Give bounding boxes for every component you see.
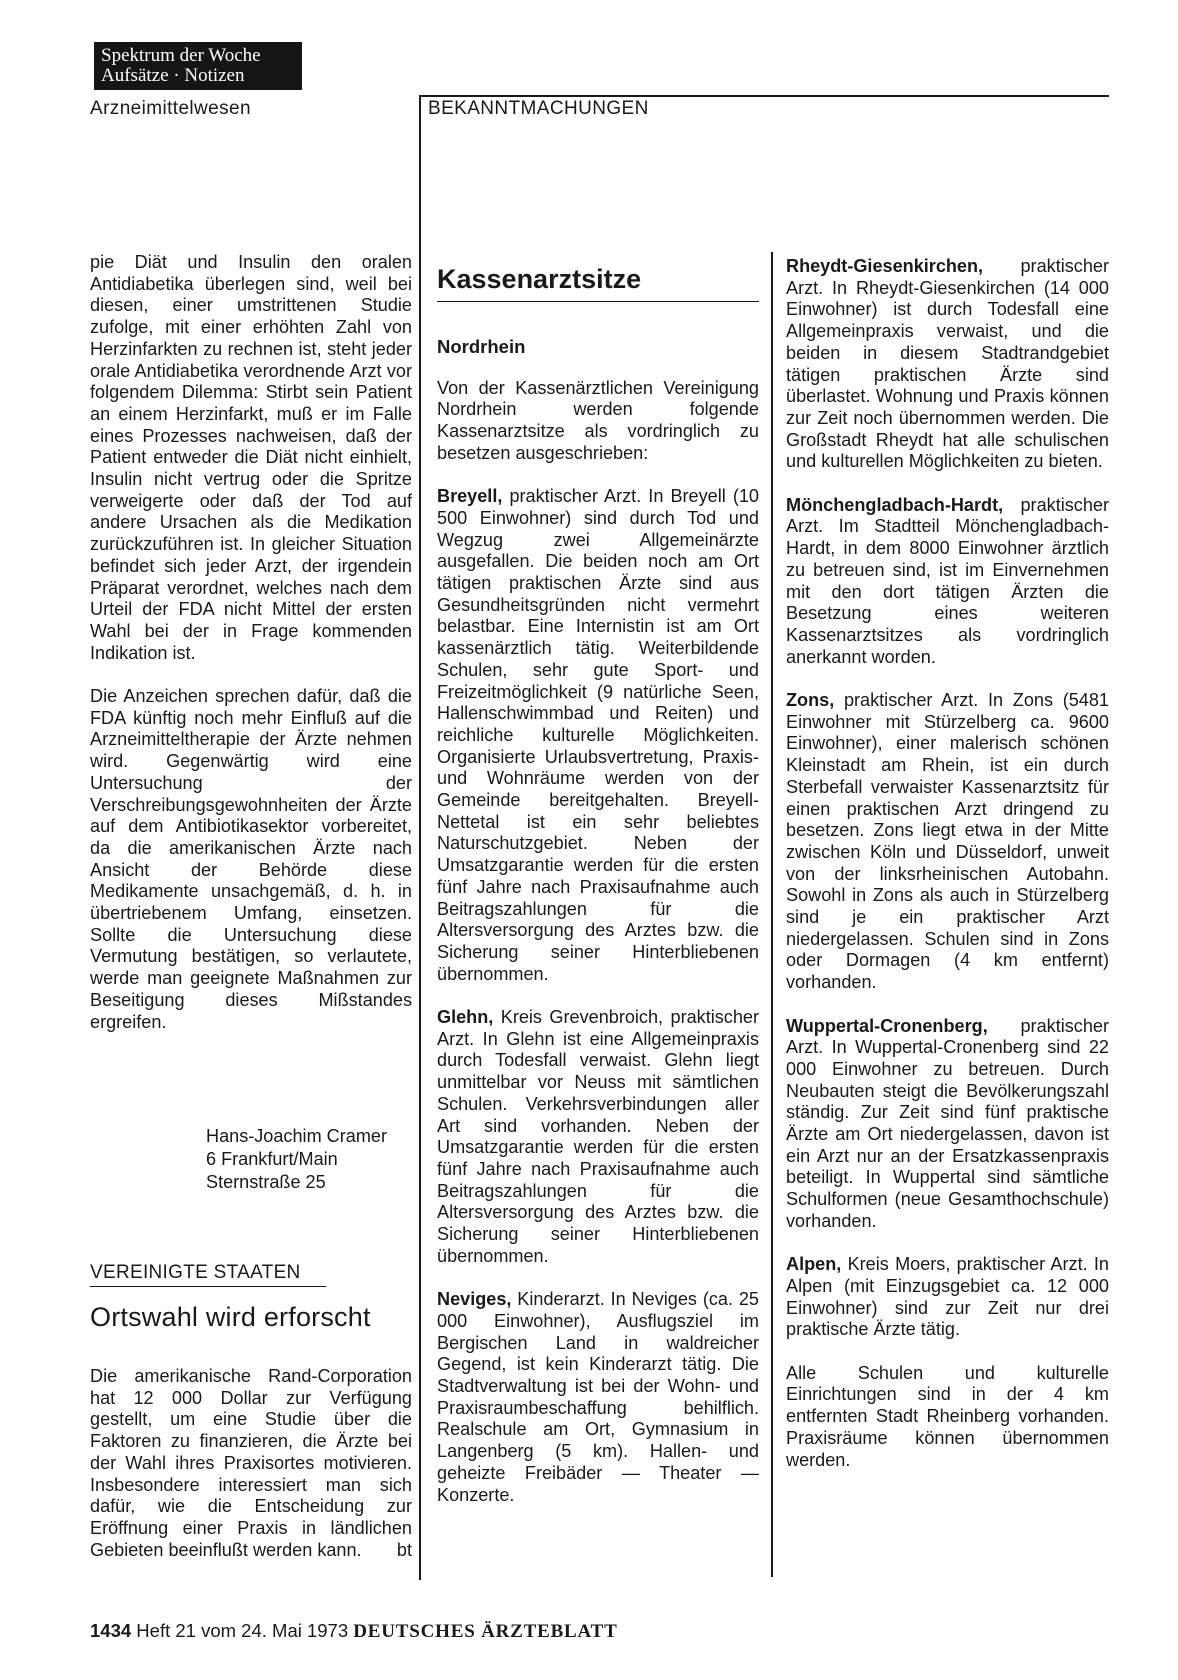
- issue-info: Heft 21 vom 24. Mai 1973: [136, 1620, 349, 1641]
- listing-rheydt-giesenkirchen: [786, 256, 1109, 473]
- listing-neviges: [437, 1289, 759, 1506]
- paragraph: Die Anzeichen sprechen dafür, daß die FDA künftig noch mehr Einfluß auf die Arzneimitteltherapie der Ärzte nehmen wird. Gegenwärtig wird eine Untersuchung der Verschreibungsgewohnheiten der Ärzte auf dem Antibiotikasektor vorbereitet, da die amerikanischen Ärzte nach Ansicht der Behörde diese Medikamente unsachgemäß, d. h. in übertriebenem Umfang, einsetzen. Sollte die Untersuchung diese Vermutung bestätigen, so verlautete, werde man geeignete Maßnahmen zur Beseitigung dieses Mißstandes ergreifen.: [90, 686, 412, 1032]
- region-heading: Nordrhein: [437, 336, 526, 357]
- listing-text: praktischer Arzt. In Zons (5481 Einwohner mit Stürzelberg ca. 9600 Einwohner), einer malerisch schönen Kleinstadt am Rhein, ist ein durch Sterbefall verwaister Kassenarztsitz für einen praktischen Arzt dringend zu besetzen. Zons liegt etwa in der Mitte zwischen Köln und Düsseldorf, unweit von der linksrheinischen Autobahn. Sowohl in Zons als auch in Stürzelberg sind je ein praktischer Arzt niedergelassen. Schulen sind in Zons oder Dormagen (4 km entfernt) vorhanden.: [786, 690, 1109, 993]
- us-section-label: VEREINIGTE STAATEN: [90, 1262, 301, 1283]
- listing-place: Mönchengladbach-Hardt,: [786, 494, 1004, 515]
- paragraph: [90, 1366, 412, 1561]
- series-badge: [94, 42, 302, 90]
- kassen-title-underline: [437, 301, 759, 302]
- author-initials: bt: [396, 1539, 412, 1560]
- us-article-body: [90, 1366, 412, 1561]
- listing-place: Alpen,: [786, 1254, 842, 1275]
- listing-place: Glehn,: [437, 1007, 494, 1028]
- intro-paragraph: Von der Kassenärztlichen Vereinigung Nordrhein werden folgende Kassenarztsitze als vordringlich zu besetzen ausgeschrieben:: [437, 377, 759, 463]
- listing-text: praktischer Arzt. In Rheydt-Giesenkirchen (14 000 Einwohner) ist durch Todesfall eine Allgemeinpraxis verwaist, und die beiden in diesem Stadtrandgebiet tätigen praktischen Ärzte sind überlastet. Wohnung und Praxis können zur Zeit noch übernommen werden. Die Großstadt Rheydt hat alle schulischen und kulturellen Möglichkeiten zu bieten.: [786, 256, 1109, 472]
- listing-text: Kreis Moers, praktischer Arzt. In Alpen (mit Einzugsgebiet ca. 12 000 Einwohner) sind zur Zeit nur drei praktische Ärzte tätig.: [786, 1254, 1109, 1340]
- kassen-title: Kassenarztsitze: [437, 264, 642, 294]
- listing-zons: [786, 690, 1109, 994]
- listing-wuppertal-cronenberg: [786, 1016, 1109, 1233]
- us-article-title: Ortswahl wird erforscht: [90, 1302, 371, 1332]
- listing-glehn: [437, 1007, 759, 1267]
- listing-alpen-continued: Alle Schulen und kulturelle Einrichtungen sind in der 4 km entfernten Stadt Rheinberg vorhanden. Praxisräume können übernommen werden.: [786, 1362, 1109, 1470]
- listing-place: Neviges,: [437, 1289, 512, 1310]
- listing-place: Wuppertal-Cronenberg,: [786, 1015, 988, 1036]
- listing-text: praktischer Arzt. In Wuppertal-Cronenberg sind 22 000 Einwohner zu betreuen. Durch Neubauten steigt die Bevölkerungszahl ständig. Zur Zeit sind fünf praktische Ärzte am Ort niedergelassen, davon ist ein Arzt nur an der Ersatzkassenpraxis beteiligt. In Wuppertal sind sämtliche Schulformen (neue Gesamthochschule) vorhanden.: [786, 1015, 1109, 1231]
- author-city: 6 Frankfurt/Main: [206, 1149, 338, 1169]
- author-name: Hans-Joachim Cramer: [206, 1126, 387, 1146]
- listing-place: Breyell,: [437, 486, 503, 507]
- listing-place: Rheydt-Giesenkirchen,: [786, 256, 984, 276]
- page-footer: [90, 1620, 618, 1643]
- column-divider-left: [419, 95, 421, 1580]
- listing-place: Zons,: [786, 690, 835, 711]
- series-title: Spektrum der Woche: [101, 45, 261, 66]
- column-divider-right: [771, 252, 773, 1577]
- header-rule: [419, 95, 1109, 97]
- listing-text: praktischer Arzt. Im Stadtteil Mönchengladbach-Hardt, in dem 8000 Einwohner ärztlich zu betreuen sind, ist im Einvernehmen mit den dort tätigen Ärzten die Besetzung eines weiteren Kassenarztsitzes als vordringlich anerkannt worden.: [786, 494, 1109, 667]
- magazine-name: DEUTSCHES ÄRZTEBLATT: [353, 1621, 618, 1642]
- series-subtitle: Aufsätze · Notizen: [101, 65, 245, 86]
- listing-moenchengladbach-hardt: [786, 495, 1109, 669]
- listing-text: praktischer Arzt. In Breyell (10 500 Einwohner) sind durch Tod und Wegzug zwei Allgemeinärzte ausgefallen. Die beiden noch am Ort tätigen praktischen Ärzte sind aus Gesundheitsgründen nicht vermehrt belastbar. Eine Internistin ist am Ort kassenärztlich tätig. Weiterbildende Schulen, sehr gute Sport- und Freizeitmöglichkeit (9 natürliche Seen, Hallenschwimmbad und Reiten) und reichliche kulturelle Möglichkeiten. Organisierte Urlaubsvertretung, Praxis- und Wohnräume werden von der Gemeinde bereitgehalten. Breyell-Nettetal ist ein sehr beliebtes Naturschutzgebiet. Neben der Umsatzgarantie werden für die ersten fünf Jahre nach Praxisaufnahme auch Beitragszahlungen für die Altersversorgung des Arztes bzw. die Sicherung seiner Hinterbliebenen übernommen.: [437, 486, 759, 984]
- listing-text: Kreis Grevenbroich, praktischer Arzt. In Glehn ist eine Allgemeinpraxis durch Todesfall verwaist. Glehn liegt unmittelbar vor Neuss mit sämtlichen Schulen. Verkehrsverbindungen aller Art sind vorhanden. Neben der Umsatzgarantie werden für die ersten fünf Jahre nach Praxisaufnahme auch Beitragszahlungen für die Altersversorgung des Arztes bzw. die Sicherung seiner Hinterbliebenen übernommen.: [437, 1007, 759, 1266]
- paragraph: pie Diät und Insulin den oralen Antidiabetika überlegen sind, weil bei diesen, einer umstrittenen Studie zufolge, mit einer erhöhten Zahl von Herzinfarkten zu rechnen ist, steht jeder orale Antidiabetika verordnende Arzt vor folgendem Dilemma: Stirbt sein Patient an einem Herzinfarkt, muß er im Falle eines Prozesses nachweisen, daß der Patient entweder die Diät nicht einhielt, Insulin nicht vertrug oder die Spritze verweigerte oder daß der Tod auf andere Ursachen als die Medikation zurückzuführen ist. In gleicher Situation befindet sich jeder Arzt, der irgendein Präparat verordnet, welches nach dem Urteil der FDA nicht Mittel der ersten Wahl bei der in Frage kommenden Indikation ist.: [90, 252, 412, 663]
- author-signature: [206, 1125, 387, 1194]
- article-continuation: [90, 252, 412, 1055]
- paragraph-text: Die amerikanische Rand-Corporation hat 12 000 Dollar zur Verfügung gestellt, um eine Studie über die Faktoren zu finanzieren, die Ärzte bei der Wahl ihres Praxisortes motivieren. Insbesondere interessiert man sich dafür, wie die Entscheidung zur Eröffnung einer Praxis in ländlichen Gebieten beeinflußt werden kann.: [90, 1366, 412, 1560]
- kassen-column-3: [786, 256, 1109, 1493]
- us-section-underline: [90, 1286, 326, 1287]
- author-street: Sternstraße 25: [206, 1172, 326, 1192]
- listing-alpen: [786, 1254, 1109, 1341]
- section-label-arzneimittelwesen: Arzneimittelwesen: [90, 98, 251, 119]
- listing-text: Kinderarzt. In Neviges (ca. 25 000 Einwohner), Ausflugsziel im Bergischen Land in waldreicher Gegend, ist kein Kinderarzt tätig. Die Stadtverwaltung ist bei der Wohn- und Praxisraumbeschaffung behilflich. Realschule am Ort, Gymnasium in Langenberg (5 km). Hallen- und geheizte Freibäder — Theater — Konzerte.: [437, 1289, 759, 1505]
- kassen-column-2: [437, 320, 759, 1528]
- listing-breyell: [437, 486, 759, 985]
- page-number: 1434: [90, 1620, 132, 1641]
- section-label-bekanntmachungen: BEKANNTMACHUNGEN: [428, 98, 649, 119]
